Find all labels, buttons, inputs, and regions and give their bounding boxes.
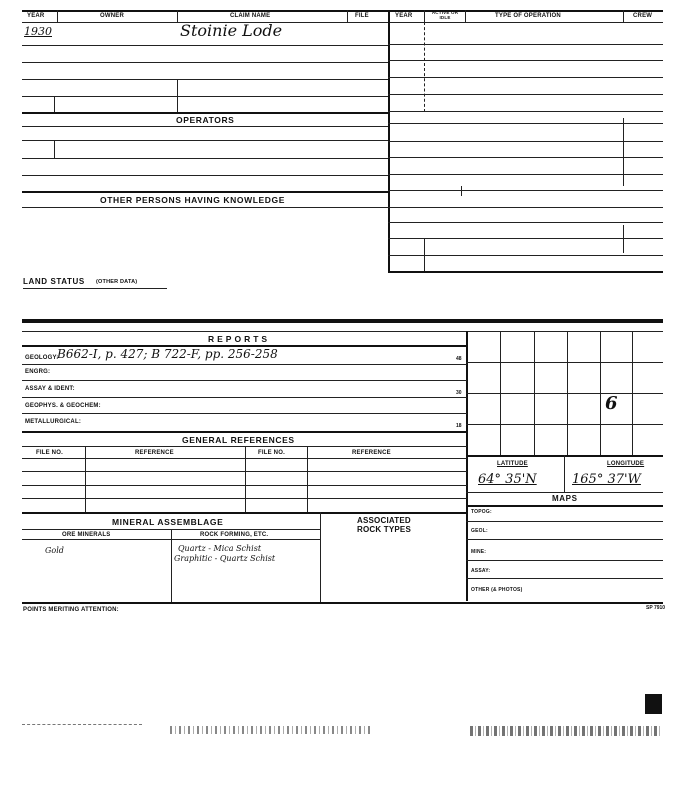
first-row-claim-name: Stoinie Lode [180, 21, 283, 40]
land-status-label: LAND STATUS [23, 277, 85, 286]
longitude-label: LONGITUDE [607, 461, 645, 467]
map-topog: TOPOG: [471, 509, 492, 515]
geophys-label: GEOPHYS. & GEOCHEM: [25, 403, 101, 409]
map-assay: ASSAY: [471, 568, 491, 574]
rock-value-2: Graphitic - Quartz Schist [174, 554, 276, 563]
scan-edge-line [22, 724, 142, 725]
year2-header: YEAR [395, 13, 413, 19]
metallurgical-number: 18 [456, 423, 462, 429]
grid-mark: 6 [605, 393, 618, 414]
associated-line2: ROCK TYPES [357, 525, 412, 534]
assay-number: 30 [456, 390, 462, 396]
scan-noise-strip-right [470, 726, 662, 736]
points-meriting-attention: POINTS MERITING ATTENTION: [23, 607, 119, 613]
other-persons-label: OTHER PERSONS HAVING KNOWLEDGE [100, 195, 286, 205]
year-header: YEAR [27, 13, 45, 19]
land-status-sub: (OTHER DATA) [96, 279, 138, 285]
reports-title: REPORTS [208, 334, 271, 344]
general-references-title: GENERAL REFERENCES [182, 435, 295, 445]
scan-noise-strip [170, 726, 370, 734]
active-idle-header: ACTIVE OR IDLE [431, 10, 459, 20]
form-number: SP 7910 [646, 605, 666, 611]
first-row-year: 1930 [24, 25, 52, 38]
mineral-assemblage-title: MINERAL ASSEMBLAGE [112, 517, 224, 527]
maps-title: MAPS [552, 494, 578, 503]
file-header: FILE [355, 13, 369, 19]
map-geol: GEOL: [471, 528, 488, 534]
ore-minerals-header: ORE MINERALS [62, 532, 111, 538]
ref-header-reference-2: REFERENCE [352, 450, 391, 456]
latitude-value: 64° 35'N [478, 472, 537, 487]
metallurgical-label: METALLURGICAL: [25, 419, 82, 425]
assay-ident-label: ASSAY & IDENT: [25, 386, 75, 392]
longitude-value: 165° 37'W [572, 472, 641, 487]
geology-label: GEOLOGY: [25, 355, 59, 361]
latitude-label: LATITUDE [497, 461, 528, 467]
associated-line1: ASSOCIATED [357, 516, 411, 525]
scan-edge-mark [645, 694, 662, 714]
map-mine: MINE: [471, 549, 487, 555]
geology-value: B662-I, p. 427; B 722-F, pp. 256-258 [57, 347, 278, 361]
crew-header: CREW [633, 13, 653, 19]
operators-label: OPERATORS [176, 115, 235, 125]
rock-forming-header: ROCK FORMING, ETC. [200, 532, 269, 538]
geology-number: 48 [456, 356, 462, 362]
ref-header-reference-1: REFERENCE [135, 450, 174, 456]
type-of-operation-header: TYPE OF OPERATION [495, 13, 561, 19]
ref-header-file-no-2: FILE NO. [258, 450, 285, 456]
map-other: OTHER (& PHOTOS) [471, 587, 523, 593]
owner-header: OWNER [100, 13, 124, 19]
ore-value: Gold [45, 546, 64, 555]
claim-name-header: CLAIM NAME [230, 13, 271, 19]
rock-value-1: Quartz - Mica Schist [178, 544, 262, 553]
engrg-label: ENGRG: [25, 369, 51, 375]
ref-header-file-no-1: FILE NO. [36, 450, 63, 456]
